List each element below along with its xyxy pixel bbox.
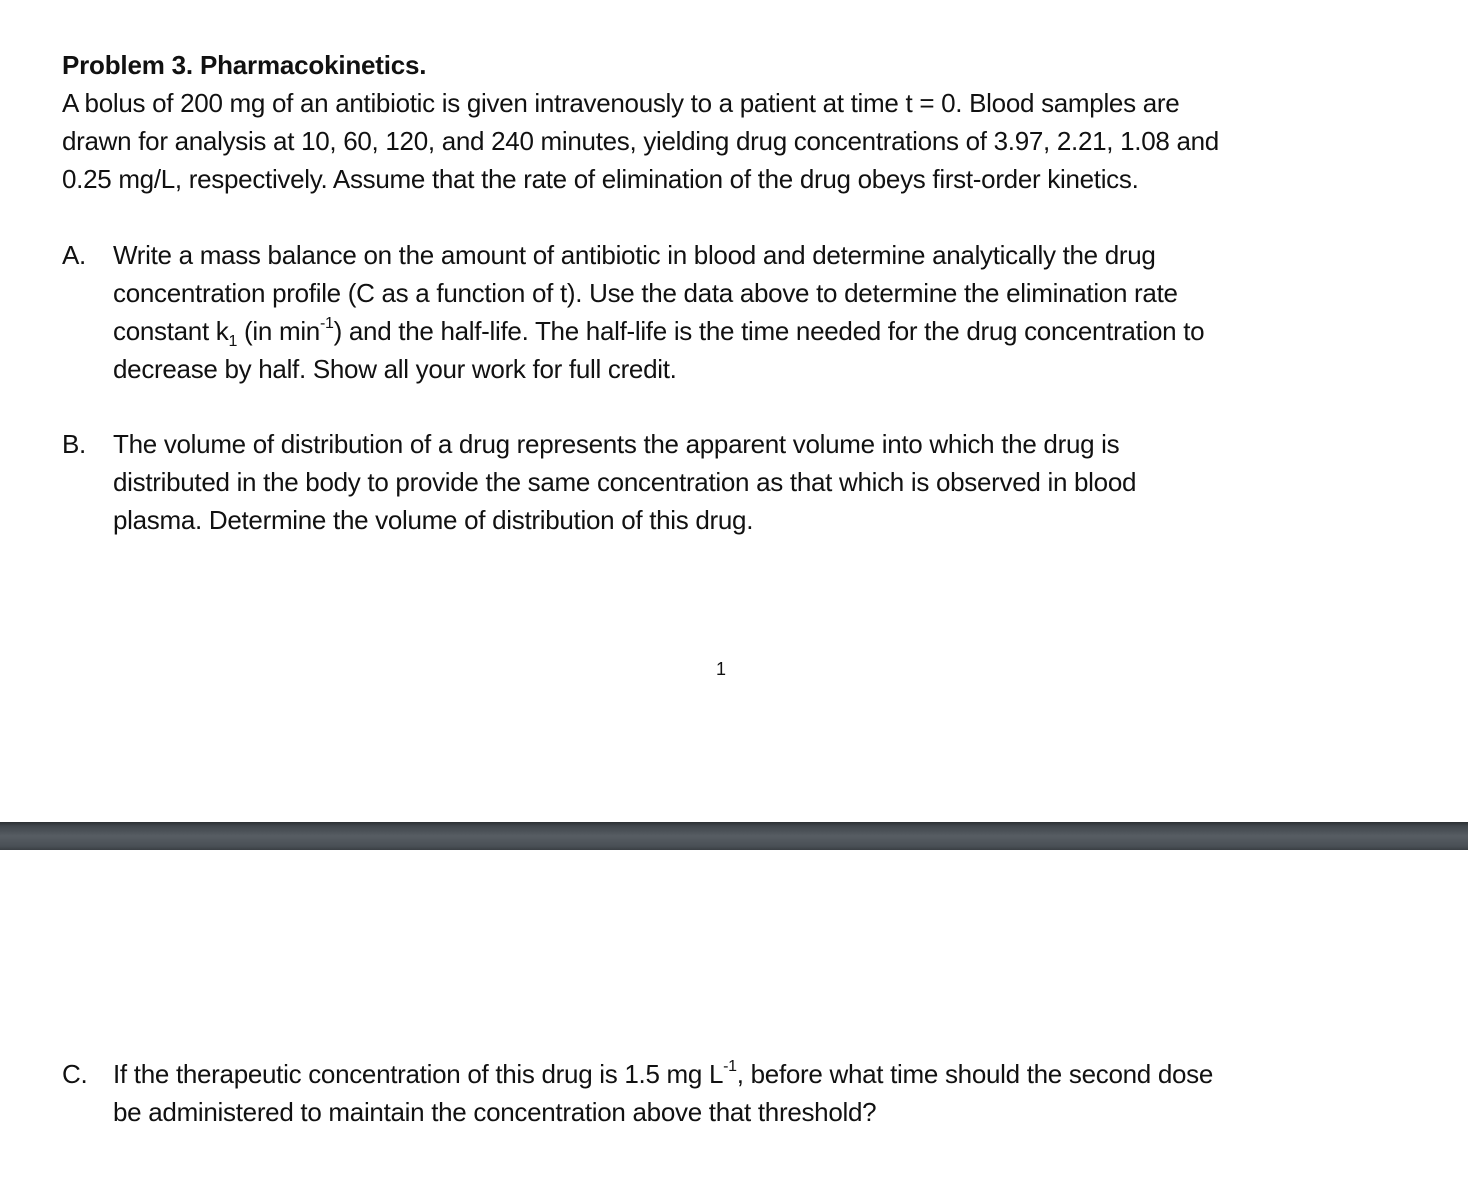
unit-exponent: -1	[723, 1058, 737, 1076]
part-b-text	[113, 425, 1402, 539]
part-c-line-1-post: , before what time should the second dose	[736, 1059, 1214, 1089]
intro-line-3: 0.25 mg/L, respectively. Assume that the rate of elimination of the drug obeys first-order kinetics.	[62, 164, 1139, 194]
part-a-line-3-mid: (in min	[237, 316, 320, 346]
part-a-line-3-post: ) and the half-life. The half-life is the time needed for the drug concentration to	[333, 316, 1205, 346]
problem-intro	[62, 84, 1392, 198]
part-a-line-3-pre: constant k	[113, 316, 229, 346]
part-a-line-3	[113, 312, 1402, 350]
part-b	[62, 425, 1402, 539]
page-number: 1	[716, 659, 727, 679]
intro-line-2: drawn for analysis at 10, 60, 120, and 240 minutes, yielding drug concentrations of 3.97, 2.21, 1.08 and	[62, 126, 1219, 156]
rate-constant-subscript: 1	[228, 333, 238, 351]
part-c-marker: C.	[62, 1059, 88, 1089]
part-c-line-2: be administered to maintain the concentration above that threshold?	[113, 1097, 877, 1127]
problem-title: Problem 3. Pharmacokinetics.	[62, 50, 427, 80]
part-a	[62, 236, 1402, 388]
part-b-line-1: The volume of distribution of a drug represents the apparent volume into which the drug is	[113, 429, 1120, 459]
part-b-marker: B.	[62, 429, 86, 459]
part-b-line-3: plasma. Determine the volume of distribution of this drug.	[113, 505, 754, 535]
part-c-line-1-pre: If the therapeutic concentration of this drug is 1.5 mg L	[113, 1059, 724, 1089]
part-c	[62, 1055, 1402, 1131]
document-page-2	[0, 850, 1468, 1186]
part-a-text	[113, 236, 1402, 388]
page-separator	[0, 822, 1468, 850]
part-c-line-1	[113, 1055, 1402, 1093]
part-b-line-2: distributed in the body to provide the same concentration as that which is observed in blood	[113, 467, 1137, 497]
intro-line-1: A bolus of 200 mg of an antibiotic is given intravenously to a patient at time t = 0. Blood samples are	[62, 88, 1180, 118]
part-a-line-4: decrease by half. Show all your work for full credit.	[113, 354, 677, 384]
part-c-text	[113, 1055, 1402, 1131]
part-a-line-2: concentration profile (C as a function of t). Use the data above to determine the elimination rate	[113, 278, 1178, 308]
part-a-line-1: Write a mass balance on the amount of antibiotic in blood and determine analytically the drug	[113, 240, 1156, 270]
part-a-marker: A.	[62, 240, 86, 270]
unit-exponent: -1	[319, 315, 334, 333]
